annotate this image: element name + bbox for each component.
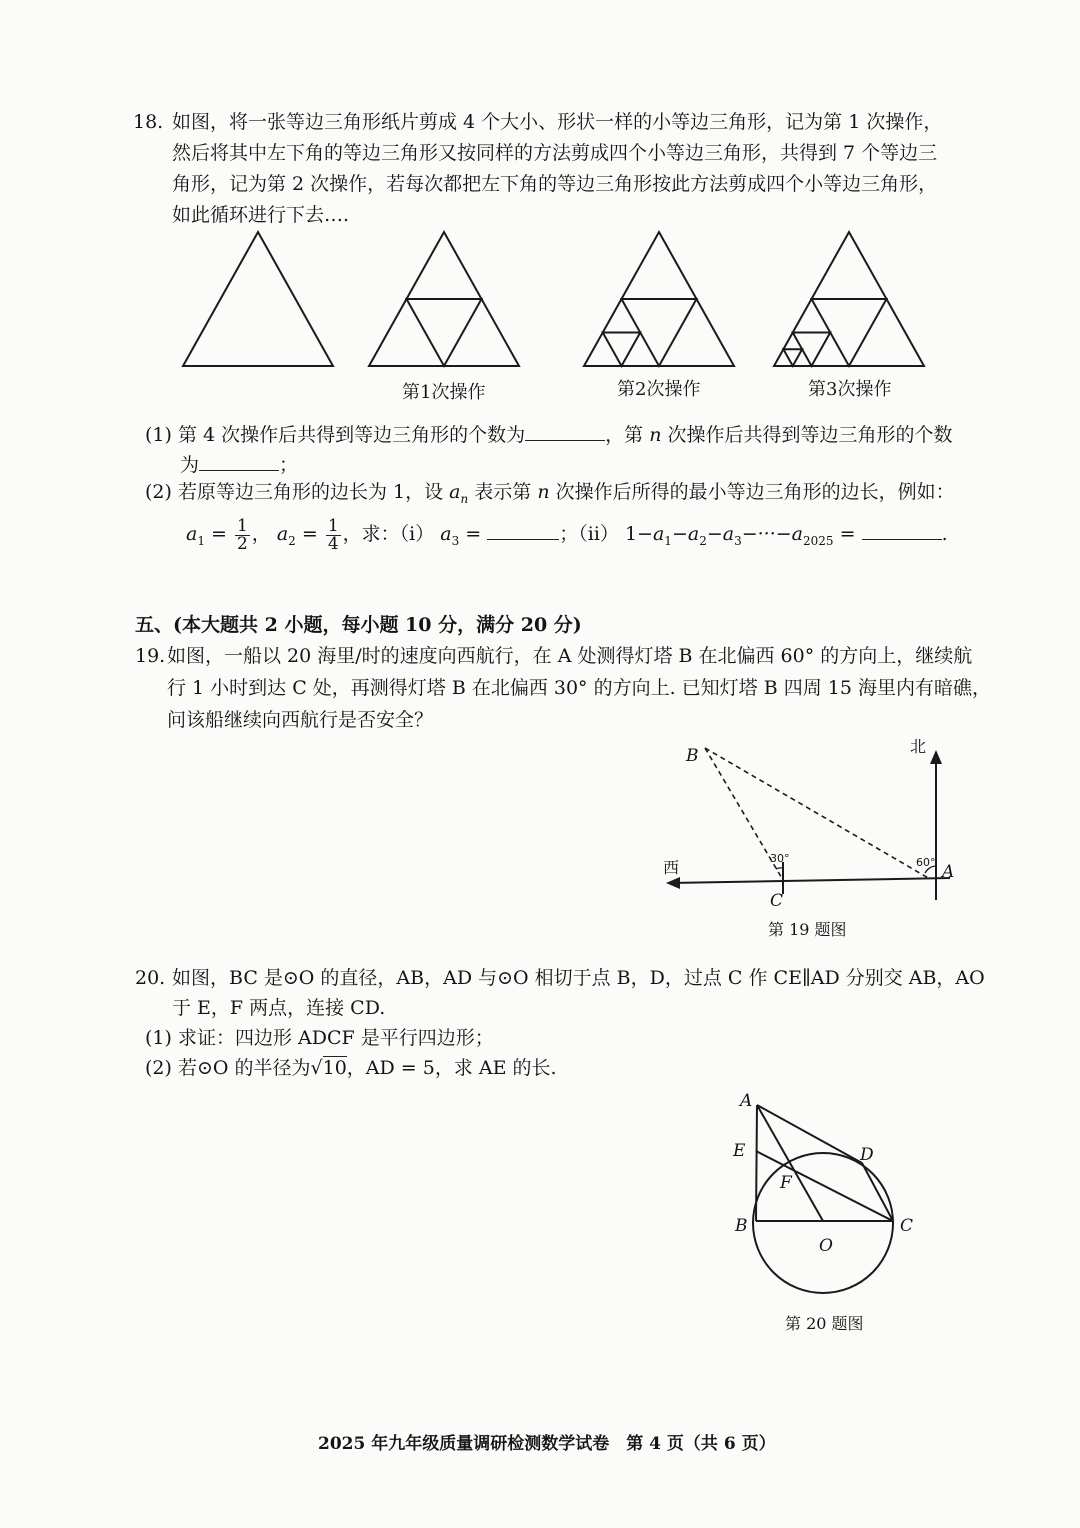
q18-part2-line1: (2) 若原等边三角形的边长为 1，设 $a_n$ 表示第 n 次操作后所得的最小等边三角形的边长，例如：: [145, 481, 955, 506]
segment-AB: [756, 1105, 757, 1221]
label-north: 北: [910, 737, 927, 756]
q20-line-2: 于 E，F 两点，连接 CD.: [172, 997, 386, 1019]
label-angle-30: 30°: [770, 852, 790, 865]
q18-line-3: 角形，记为第 2 次操作，若每次都把左下角的等边三角形按此方法剪成四个小等边三角形，: [172, 173, 938, 195]
q18-line-4: 如此循环进行下去….: [172, 204, 350, 226]
q19-line-3: 问该船继续向西航行是否安全？: [167, 709, 434, 731]
label-C: C: [770, 891, 784, 911]
label-west: 西: [663, 858, 680, 877]
q18-line-2: 然后将其中左下角的等边三角形又按同样的方法剪成四个小等边三角形，共得到 7 个等边三: [172, 142, 938, 164]
circle-O: [753, 1153, 893, 1293]
q18-number: 18.: [133, 111, 164, 133]
label-B: B: [735, 1216, 748, 1236]
caption-op3: 第3次操作: [808, 379, 892, 400]
label-angle-60: 60°: [916, 856, 936, 869]
caption-op1: 第1次操作: [402, 382, 486, 403]
section-5-heading: 五、(本大题共 2 小题，每小题 10 分，满分 20 分): [135, 614, 582, 636]
q18-line-1: 如图，将一张等边三角形纸片剪成 4 个大小、形状一样的小等边三角形，记为第 1 次操作，: [172, 111, 943, 133]
q18-part1-line2: 为 ；: [180, 454, 299, 476]
label-C: C: [900, 1216, 914, 1236]
sqrt-symbol: √: [310, 1057, 323, 1079]
label-O: O: [819, 1236, 833, 1256]
caption-op2: 第2次操作: [617, 379, 701, 400]
page-footer: 2025 年九年级质量调研检测数学试卷 第 4 页（共 6 页）: [318, 1434, 776, 1454]
q18-part1-line1: (1) 第 4 次操作后共得到等边三角形的个数为 ，第 n 次操作后共得到等边三角形的个数: [145, 424, 953, 446]
q20-part2: (2) 若⊙O 的半径为√10，AD = 5，求 AE 的长.: [145, 1057, 557, 1079]
q20-number: 20.: [135, 967, 166, 989]
fraction-quarter: $\frac{1}{4}$: [327, 515, 339, 554]
q19-line-1: 如图，一船以 20 海里/时的速度向西航行，在 A 处测得灯塔 B 在北偏西 60° 的方向上，继续航: [167, 645, 973, 667]
label-F: F: [780, 1173, 792, 1193]
label-E: E: [733, 1141, 746, 1161]
q20-caption: 第 20 题图: [785, 1314, 864, 1333]
q19-line-2: 行 1 小时到达 C 处，再测得灯塔 B 在北偏西 30° 的方向上. 已知灯塔 B 四周 15 海里内有暗礁，: [167, 677, 991, 699]
q19-number: 19.: [135, 645, 166, 667]
label-A: A: [942, 862, 955, 882]
label-B: B: [686, 746, 699, 766]
q20-line-1: 如图，BC 是⊙O 的直径，AB，AD 与⊙O 相切于点 B，D，过点 C 作 CE∥AD 分别交 AB，AO: [172, 967, 985, 989]
label-D: D: [860, 1145, 874, 1165]
fraction-half: $\frac{1}{2}$: [236, 515, 248, 554]
q20-part1: (1) 求证：四边形 ADCF 是平行四边形；: [145, 1027, 494, 1049]
q19-caption: 第 19 题图: [768, 920, 847, 939]
q18-part2-line2: $a_1$ = $\frac{1}{2}$ ， $a_2$ = $\frac{1}{4}$ ，求：（i） $a_3$ = ；（ii） $1-a_1-a_2-a_3-\cdot\cdot\cdot-a_{2025}$ = .: [186, 515, 948, 554]
label-A: A: [740, 1091, 753, 1111]
